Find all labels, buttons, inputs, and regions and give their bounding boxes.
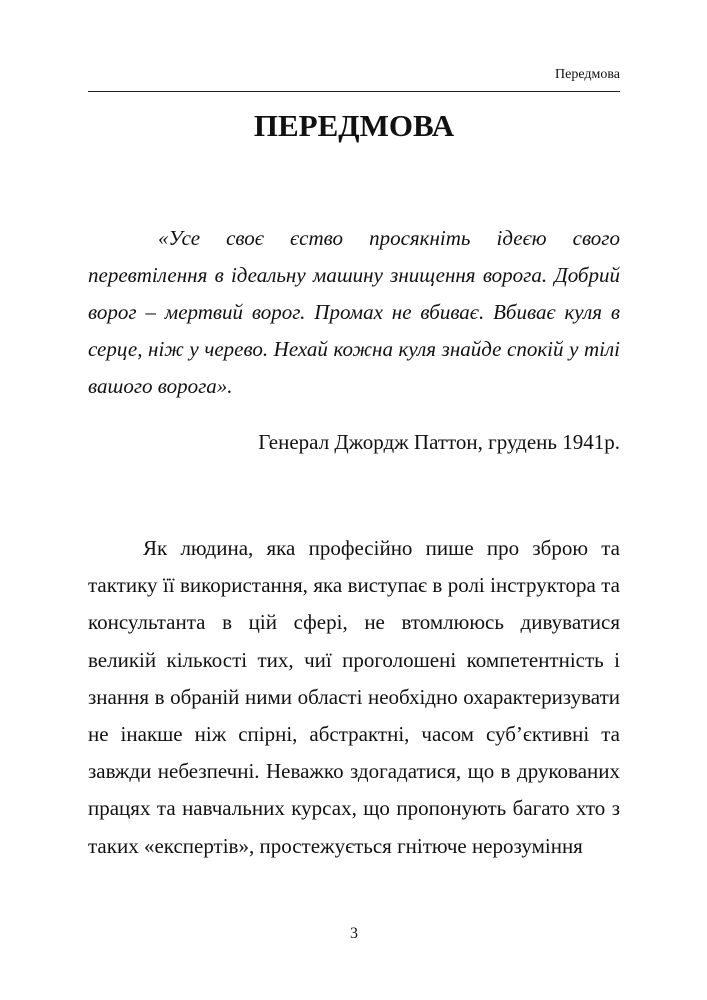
epigraph-quote: «Усе своє єство просякніть ідеєю свого перевтілення в ідеальну машину знищення ворога. Добрий ворог – мертвий ворог. Промах не вбиває. Вбиває куля в серце, ніж у черево. Нехай кожна куля знайде спокій у тілі вашого ворога».: [88, 226, 620, 398]
body-paragraph: Як людина, яка професійно пише про зброю та тактику її використання, яка виступає в ролі інструктора та консультанта в цій сфері, не втомлююсь дивуватися великій кількості тих, чиї проголошені компетентність і знання в обраній ними області необхідно охарактеризувати не інакше ніж спірні, абстрактні, часом суб’єктивні та завжди небезпечні. Неважко здогадатися, що в друкованих працях та навчальних курсах, що пропонують багато хто з таких «експертів», простежується гнітюче нерозуміння: [88, 536, 620, 858]
chapter-title: ПЕРЕДМОВА: [253, 108, 455, 143]
epigraph-attribution: Генерал Джордж Паттон, грудень 1941р.: [258, 430, 620, 454]
header-rule: [88, 91, 620, 92]
page-number: 3: [350, 925, 358, 942]
running-head: Передмова: [555, 67, 620, 82]
